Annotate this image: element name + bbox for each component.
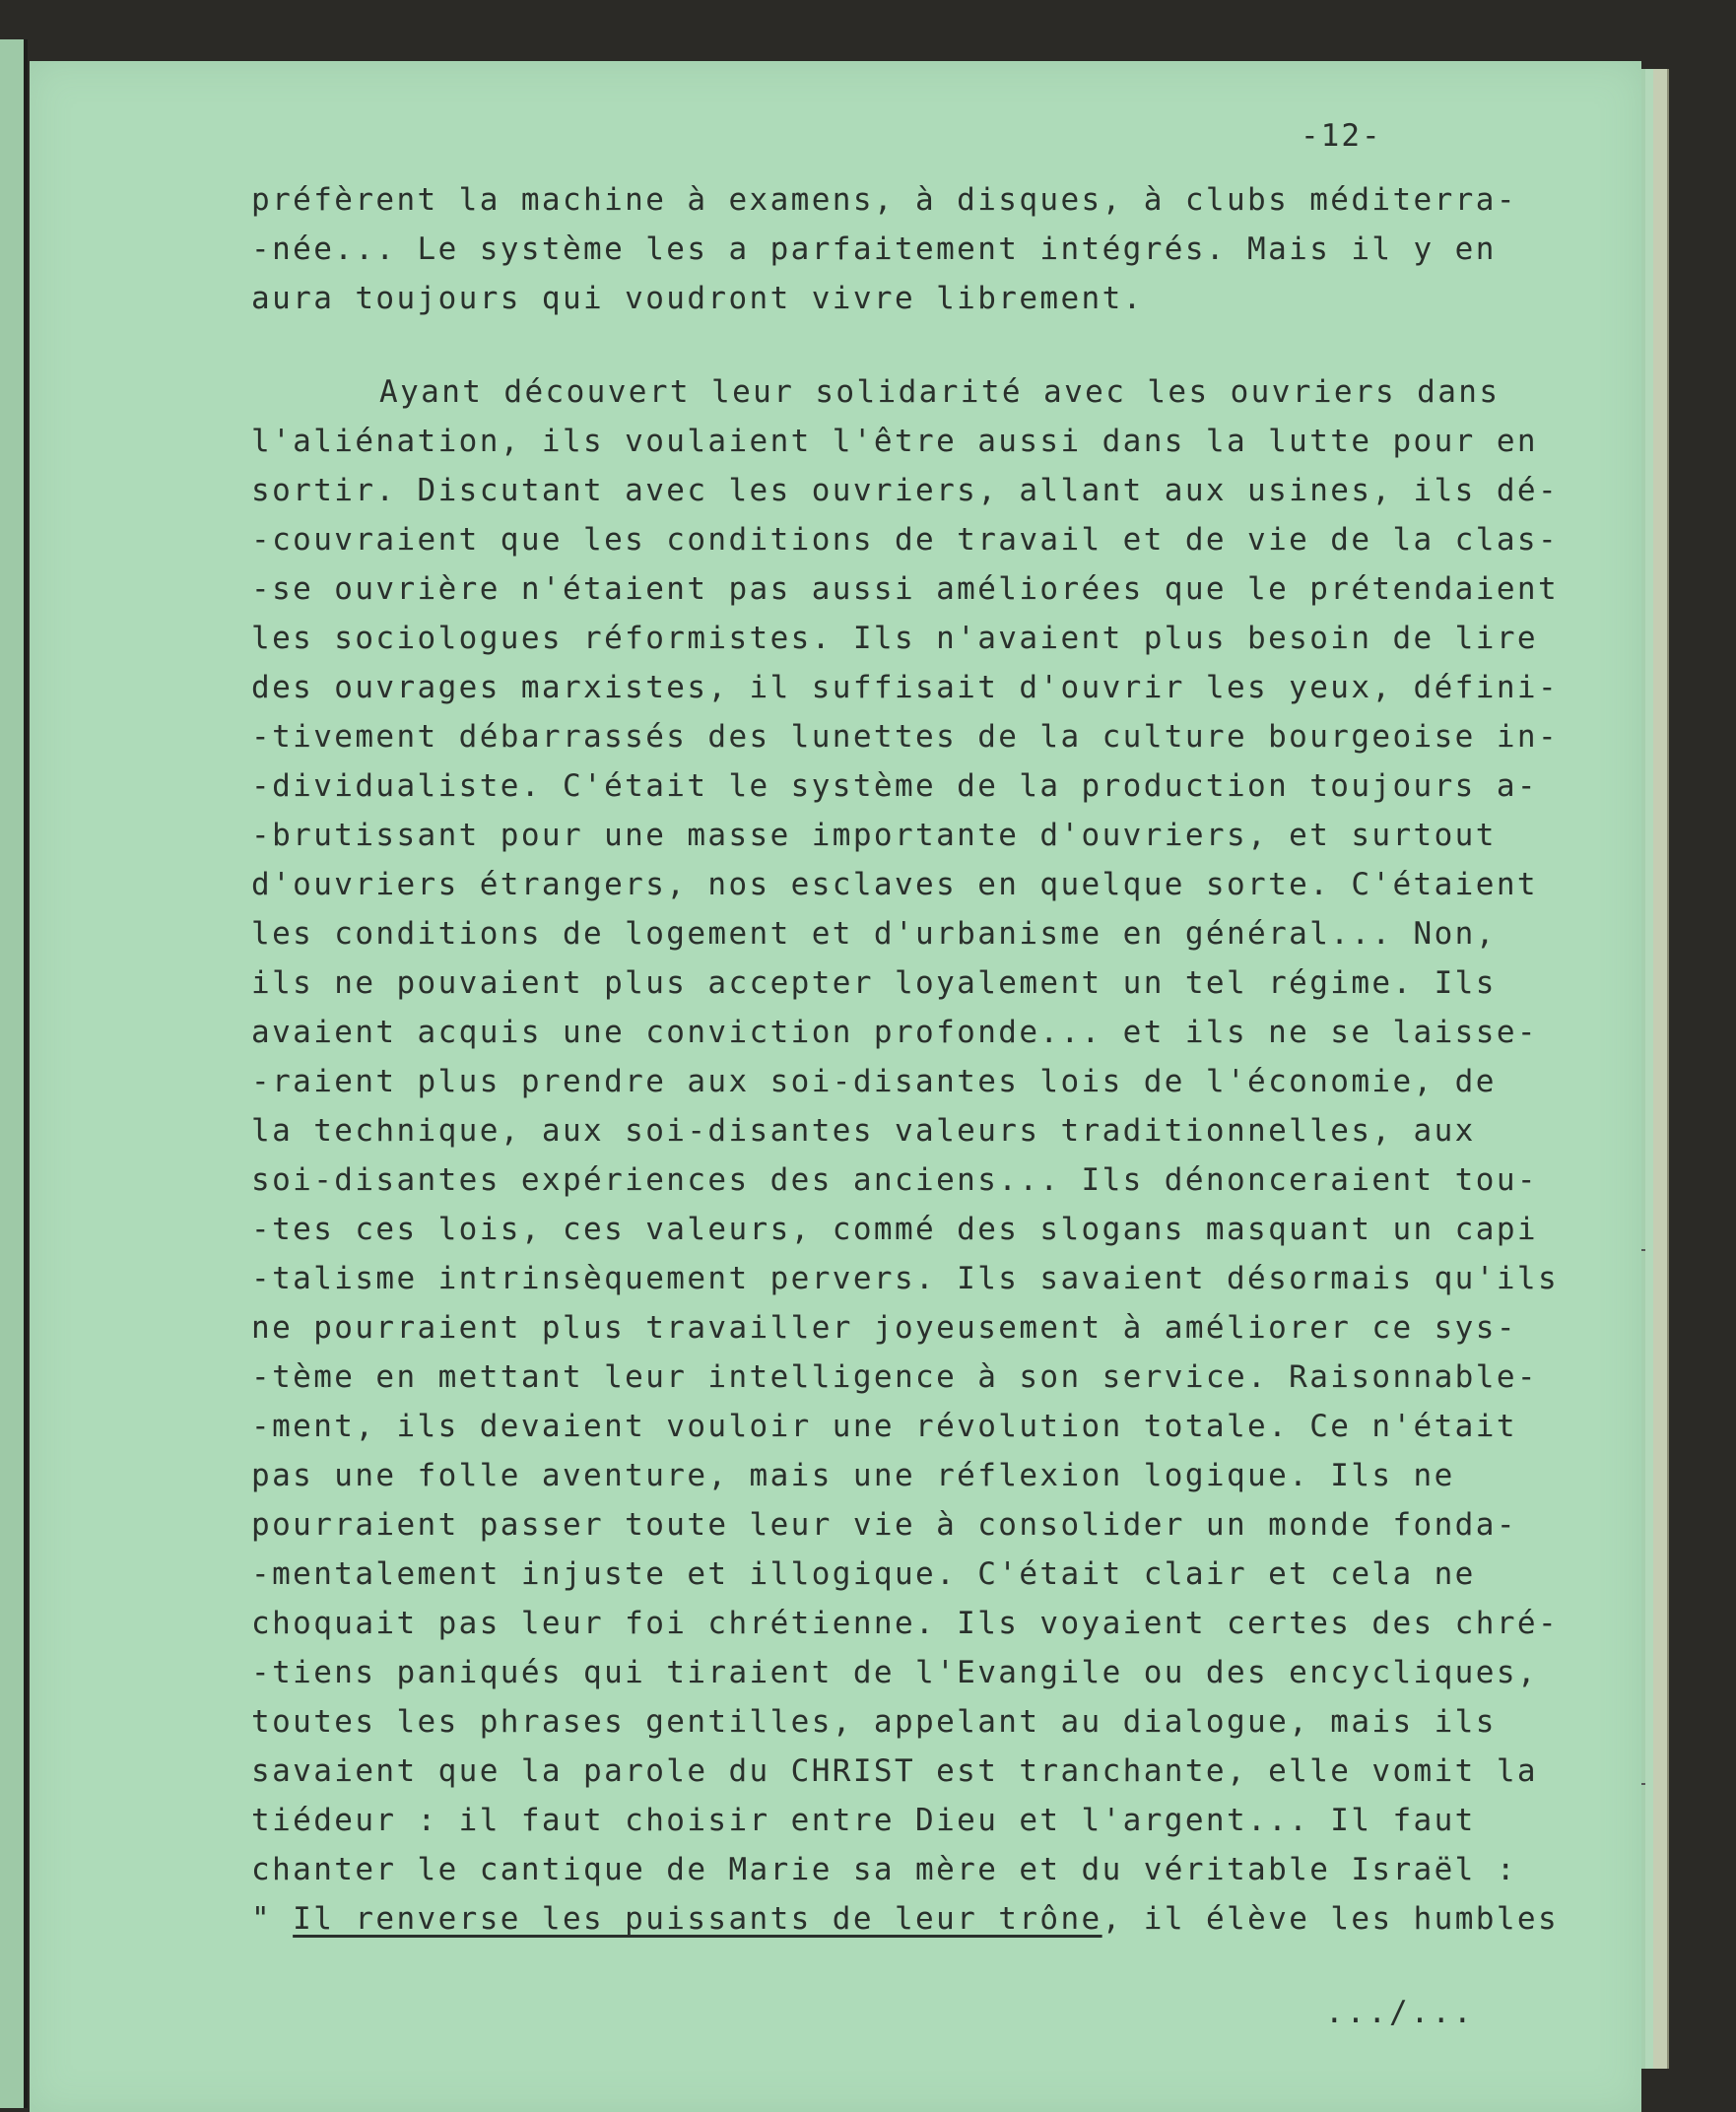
text-line: pourraient passer toute leur vie à consolider un monde fonda- <box>251 1507 1517 1543</box>
open-quote: " <box>251 1901 294 1937</box>
text-line: -ment, ils devaient vouloir une révolution totale. Ce n'était <box>251 1409 1517 1444</box>
text-line: l'aliénation, ils voulaient l'être aussi dans la lutte pour en <box>251 424 1538 459</box>
paragraph-2 <box>251 367 1560 1944</box>
page-stack-edge <box>1653 69 1669 2069</box>
text-line: d'ouvriers étrangers, nos esclaves en quelque sorte. C'étaient <box>251 867 1538 902</box>
text-line: soi-disantes expériences des anciens... Ils dénonceraient tou- <box>251 1162 1538 1198</box>
text-line: sortir. Discutant avec les ouvriers, allant aux usines, ils dé- <box>251 473 1560 508</box>
text-line: tiédeur : il faut choisir entre Dieu et l'argent... Il faut <box>251 1803 1476 1838</box>
underlined-quote: Il renverse les puissants de leur trône <box>293 1901 1102 1937</box>
paragraph-1 <box>251 175 1552 323</box>
continuation-mark: .../... <box>1325 1995 1475 2030</box>
page-stack-edge <box>1645 69 1653 2069</box>
text-line: la technique, aux soi-disantes valeurs traditionnelles, aux <box>251 1113 1476 1149</box>
typed-text-body <box>251 116 1560 1944</box>
page-number: -12- <box>1301 118 1382 154</box>
text-line: -couvraient que les conditions de travail et de vie de la clas- <box>251 522 1560 558</box>
text-line: -raient plus prendre aux soi-disantes lois de l'économie, de <box>251 1064 1497 1099</box>
text-line: -dividualiste. C'était le système de la production toujours a- <box>251 768 1538 804</box>
text-line: choquait pas leur foi chrétienne. Ils voyaient certes des chré- <box>251 1606 1560 1641</box>
text-line: -brutissant pour une masse importante d'ouvriers, et surtout <box>251 818 1497 853</box>
text-line: Ayant découvert leur solidarité avec les ouvriers dans <box>379 374 1501 410</box>
quote-rest: , il élève les humbles <box>1102 1901 1560 1937</box>
text-line: aura toujours qui voudront vivre librement. <box>251 281 1144 316</box>
text-line: pas une folle aventure, mais une réflexion logique. Ils ne <box>251 1458 1455 1493</box>
text-line: ils ne pouvaient plus accepter loyalement un tel régime. Ils <box>251 965 1497 1001</box>
text-line: des ouvrages marxistes, il suffisait d'ouvrir les yeux, défini- <box>251 670 1560 705</box>
text-line: les sociologues réformistes. Ils n'avaient plus besoin de lire <box>251 621 1538 656</box>
text-line: savaient que la parole du CHRIST est tranchante, elle vomit la <box>251 1753 1538 1789</box>
quoted-line <box>251 1894 1560 1944</box>
text-line: -tème en mettant leur intelligence à son service. Raisonnable- <box>251 1359 1538 1395</box>
text-line: préfèrent la machine à examens, à disques, à clubs méditerra- <box>251 182 1517 218</box>
text-line: -tivement débarrassés des lunettes de la culture bourgeoise in- <box>251 719 1560 755</box>
text-line: chanter le cantique de Marie sa mère et du véritable Israël : <box>251 1852 1517 1887</box>
text-line: les conditions de logement et d'urbanisme en général... Non, <box>251 916 1497 952</box>
text-line: toutes les phrases gentilles, appelant au dialogue, mais ils <box>251 1704 1497 1740</box>
text-line: avaient acquis une conviction profonde... et ils ne se laisse- <box>251 1015 1538 1050</box>
text-line: ne pourraient plus travailler joyeusement à améliorer ce sys- <box>251 1310 1517 1346</box>
text-line: -se ouvrière n'étaient pas aussi améliorées que le prétendaient <box>251 571 1560 607</box>
left-page-edge <box>0 39 28 2108</box>
text-line: -talisme intrinsèquement pervers. Ils savaient désormais qu'ils <box>251 1261 1560 1296</box>
text-line: -née... Le système les a parfaitement intégrés. Mais il y en <box>251 231 1497 267</box>
text-line: -mentalement injuste et illogique. C'était clair et cela ne <box>251 1556 1476 1592</box>
text-line: -tes ces lois, ces valeurs, commé des slogans masquant un capi <box>251 1212 1538 1247</box>
text-line: -tiens paniqués qui tiraient de l'Evangile ou des encycliques, <box>251 1655 1538 1690</box>
